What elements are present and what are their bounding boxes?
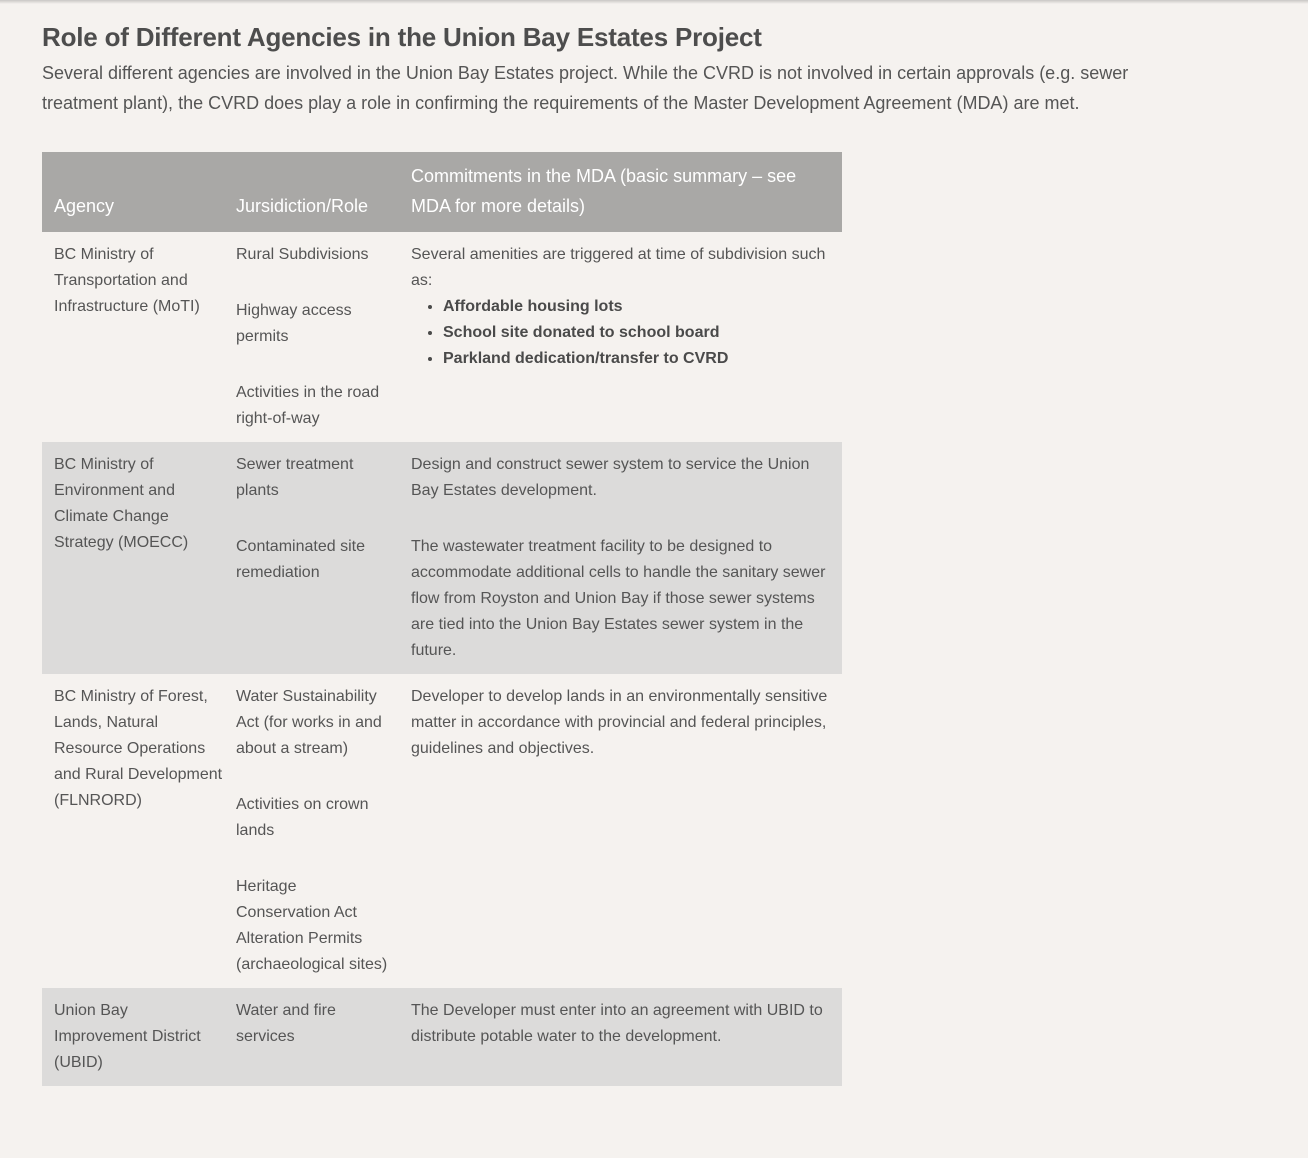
- agency-table: [42, 152, 842, 1086]
- table-row-ubid: [42, 988, 842, 1086]
- commitments-cell: [399, 232, 842, 442]
- agency-cell: Union Bay Improvement District (UBID): [42, 988, 236, 1086]
- role-cell: [236, 232, 399, 442]
- table-row-moti: [42, 232, 842, 442]
- role-item: Highway access permits: [236, 302, 352, 345]
- agency-cell: BC Ministry of Transportation and Infrastructure (MoTI): [54, 246, 200, 315]
- intro-paragraph: Several different agencies are involved in the Union Bay Estates project. While the CVRD is not involved in certain approvals (e.g. sewer treatment plant), the CVRD does play a role in confirming the requirements of the Master Development Agreement (MDA) are met.: [42, 63, 1129, 113]
- commitments-cell: [399, 674, 842, 988]
- header-row: [42, 152, 842, 232]
- role-cell: [236, 674, 399, 988]
- agency-cell: BC Ministry of Forest, Lands, Natural Resource Operations and Rural Development (FLNRORD): [54, 688, 223, 809]
- commitment-text: Design and construct sewer system to service the Union Bay Estates development.: [411, 456, 810, 499]
- header-commitments: Commitments in the MDA (basic summary – see MDA for more details): [399, 152, 842, 232]
- table-body: [42, 232, 842, 1086]
- top-shadow: [0, 0, 1308, 4]
- table-header: [42, 152, 842, 232]
- header-agency: Agency: [42, 152, 236, 232]
- agency-cell: BC Ministry of Environment and Climate Change Strategy (MOECC): [42, 442, 236, 674]
- amenities-list: [411, 294, 828, 372]
- role-item: Activities in the road right-of-way: [236, 384, 380, 427]
- article-content: [42, 18, 1272, 1086]
- commitment-text: Developer to develop lands in an environmentally sensitive matter in accordance with provincial and federal principles, guidelines and objectives.: [411, 688, 828, 757]
- commitment-text: The wastewater treatment facility to be designed to accommodate additional cells to handle the sanitary sewer flow from Royston and Union Bay if those sewer systems are tied into the Union Bay Estates sewer system in the future.: [411, 538, 826, 659]
- commitments-cell: [399, 442, 842, 674]
- role-item: Activities on crown lands: [236, 796, 369, 839]
- table-row-flnrord: [42, 674, 842, 988]
- commitments-cell: [399, 988, 842, 1086]
- table-row-moecc: [42, 442, 842, 674]
- header-role: Jursidiction/Role: [236, 152, 399, 232]
- role-item: Heritage Conservation Act Alteration Permits (archaeological sites): [236, 878, 388, 973]
- role-item: Water Sustainability Act (for works in and about a stream): [236, 688, 382, 757]
- role-cell: [236, 442, 399, 674]
- role-item: Contaminated site remediation: [236, 538, 365, 581]
- list-item: • School site donated to school board: [443, 320, 828, 346]
- commitment-text: Several amenities are triggered at time of subdivision such as:: [411, 246, 826, 289]
- role-item: Rural Subdivisions: [236, 246, 369, 263]
- commitment-text: The Developer must enter into an agreement with UBID to distribute potable water to the development.: [411, 1002, 823, 1045]
- list-item: • Parkland dedication/transfer to CVRD: [443, 346, 828, 372]
- list-item: • Affordable housing lots: [443, 294, 828, 320]
- role-cell: [236, 988, 399, 1086]
- role-item: Sewer treatment plants: [236, 456, 354, 499]
- role-item: Water and fire services: [236, 1002, 336, 1045]
- page-title: Role of Different Agencies in the Union Bay Estates Project: [42, 22, 762, 52]
